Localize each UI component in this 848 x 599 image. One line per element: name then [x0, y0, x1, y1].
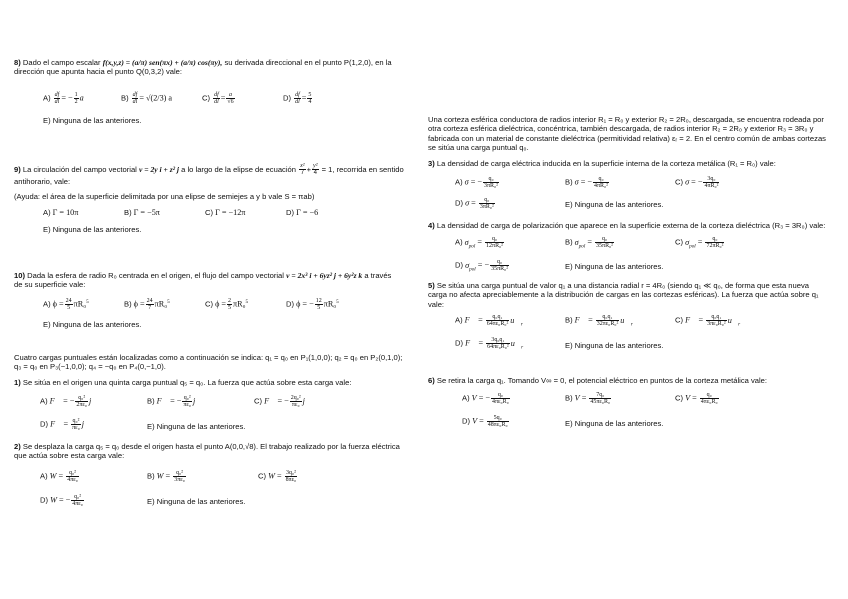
q5-option-d[interactable]: D) F⃗ = $\frac{\text{3q₀q₁}}{\text{64πε₀R₀²}}$ $u⃗_r$	[455, 337, 524, 351]
q8-option-c[interactable]: C) $\frac{df}{dl}$ = $\frac{a}{√6}$	[202, 92, 234, 106]
q10-option-e[interactable]: E) Ninguna de las anteriores.	[43, 320, 142, 329]
q5-option-b[interactable]: B) F⃗ = $\frac{\text{q₀q₁}}{\text{32πε₀R₀²}}$ $u⃗_r$	[565, 314, 633, 328]
question-2: 2) Se desplaza la carga q₅ = q₀ desde el origen hasta el punto A(0,0,√8). El trabajo realizado por la fuerza eléctrica que actúa sobre esta carga vale:	[14, 442, 400, 461]
question-8	[14, 58, 416, 77]
question-10	[14, 271, 416, 290]
q9-option-c[interactable]: C) Γ = −12π	[205, 208, 246, 217]
q10-option-c[interactable]: C) ϕ = $\frac{2}{5}$ πR₀$^5$	[205, 298, 249, 312]
question-9-statement: 9) La circulación del campo vectorial v = 2y i + z² j a lo largo de la elipse de ecuación $\frac{\text{x²}}{7}$ + $\frac{\text{y²}}{4}$ = 1, recorrida en sentido antihorario, vale:	[14, 163, 404, 186]
question-9	[14, 163, 416, 202]
q9-option-e[interactable]: E) Ninguna de las anteriores.	[43, 225, 142, 234]
q9-option-b[interactable]: B) Γ = −5π	[124, 208, 160, 217]
q6-option-e[interactable]: E) Ninguna de las anteriores.	[565, 419, 664, 428]
q3-option-a[interactable]: A) σ = − $\frac{\text{q₀}}{\text{3πR₀²}}$	[455, 176, 498, 190]
q5-option-a[interactable]: A) F⃗ = $\frac{\text{q₀q₁}}{\text{64πε₀R₀²}}$ $u⃗_r$	[455, 314, 523, 328]
q1-option-d[interactable]: D) F⃗ = $\frac{\text{q₀²}}{\text{πε₀}}$ j	[40, 418, 85, 432]
question-1: 1) Se sitúa en el origen una quinta carga puntual q₅ = q₀. La fuerza que actúa sobre esta carga vale:	[14, 378, 352, 387]
q10-option-b[interactable]: B) ϕ = $\frac{24}{7}$ πR₀$^5$	[124, 298, 170, 312]
q2-option-d[interactable]: D) W = − $\frac{\text{q₀²}}{\text{4πε₀}}$	[40, 494, 83, 508]
question-3: 3) La densidad de carga eléctrica inducida en la superficie interna de la corteza metálica (R₁ = R₀) vale:	[428, 159, 776, 168]
q9-hint: (Ayuda: el área de la superficie delimitada por una elipse de semiejes a y b vale S = πab)	[14, 192, 315, 202]
q2-option-a[interactable]: A) W = $\frac{\text{q₀²}}{\text{4πε₀}}$	[40, 470, 78, 484]
q5-option-c[interactable]: C) F⃗ = $\frac{\text{q₀q₁}}{\text{3πε₀R₀²}}$ $u⃗_r$	[675, 314, 741, 328]
q1-option-c[interactable]: C) F⃗ = − $\frac{\text{2q₀²}}{\text{πε₀}}$ j	[254, 395, 305, 409]
q10-option-d[interactable]: D) ϕ = − $\frac{12}{5}$ πR₀$^5$	[286, 298, 339, 312]
q2-option-b[interactable]: B) W = $\frac{\text{q₀²}}{\text{3πε₀}}$	[147, 470, 185, 484]
q3-option-c[interactable]: C) σ = − $\frac{\text{3q₀}}{\text{4πR₀²}}$	[675, 176, 719, 190]
q1-option-e[interactable]: E) Ninguna de las anteriores.	[147, 422, 246, 431]
q4-option-a[interactable]: A) $\sigma_{pol}$ = $\frac{\text{q₀}}{\text{12πR₀²}}$	[455, 236, 503, 250]
q8-option-b[interactable]: B) $\frac{df}{dl}$ = √(2/3) a	[121, 92, 173, 106]
q4-option-c[interactable]: C) $\sigma_{pol}$ = $\frac{\text{q₀}}{\text{72πR₀²}}$	[675, 236, 724, 250]
q8-option-e[interactable]: E) Ninguna de las anteriores.	[43, 116, 142, 125]
question-6: 6) Se retira la carga q₁. Tomando V∞ = 0, el potencial eléctrico en puntos de la corteza metálica vale:	[428, 376, 768, 385]
q6-option-a[interactable]: A) V = − $\frac{\text{q₀}}{\text{4πε₀R₀}}$	[462, 392, 509, 406]
q4-option-b[interactable]: B) $\sigma_{pol}$ = $\frac{\text{q₀}}{\text{35πR₀²}}$	[565, 236, 613, 250]
q2-option-e[interactable]: E) Ninguna de las anteriores.	[147, 497, 246, 506]
q6-option-b[interactable]: B) V = $\frac{\text{7q₀}}{\text{45πε₀R₀}}$	[565, 392, 611, 406]
question-4: 4) La densidad de carga de polarización que aparece en la superficie externa de la corteza dieléctrica (R₃ = 3R₀) vale:	[428, 221, 826, 230]
q5-option-e[interactable]: E) Ninguna de las anteriores.	[565, 341, 664, 350]
q4-option-d[interactable]: D) $\sigma_{pol}$ = − $\frac{\text{q₀}}{\text{35πR₀²}}$	[455, 259, 509, 273]
q8-option-d[interactable]: D) $\frac{df}{dl}$ = $\frac{5}{4}$	[283, 92, 312, 106]
question-5: 5) Se sitúa una carga puntual de valor q₁ a una distancia radial r = 4R₀ (siendo q₁ ≪ q₀, de forma que esta nueva carga no afecta apreciablemente a la distribución de cargas en las cortezas esféricas). La fuerza que actúa sobre q₁ vale:	[428, 281, 819, 309]
q3-option-d[interactable]: D) σ = $\frac{\text{q₀}}{\text{3πR₀²}}$	[455, 197, 494, 211]
q3-option-b[interactable]: B) σ = − $\frac{\text{q₀}}{\text{4πR₀²}}$	[565, 176, 608, 190]
q8-option-a[interactable]: A) $\frac{df}{dl}$ = − $\frac{1}{2}$ a	[43, 92, 84, 106]
q9-option-d[interactable]: D) Γ = −6	[286, 208, 319, 217]
q10-option-a[interactable]: A) ϕ = $\frac{24}{5}$ πR₀$^5$	[43, 298, 89, 312]
q4-option-e[interactable]: E) Ninguna de las anteriores.	[565, 262, 664, 271]
question-10-statement: 10) Dada la esfera de radio R₀ centrada en el origen, el flujo del campo vectorial v = 2x³ i + 6yz² j + 6y²z k a través de su superficie vale:	[14, 271, 392, 290]
shells-intro: Una corteza esférica conductora de radios interior R₁ = R₀ y exterior R₂ = 2R₀, descargada, se encuentra rodeada por otra corteza esférica dieléctrica, concéntrica, también descargada, de radios interior R₂ = 2R₀ y exterior R₃ = 3R₀ y fabricada con un material de constante dieléctrica (permitividad relativa) εᵣ = 2. En el centro común de ambas cortezas se sitúa una carga puntual q₀.	[428, 115, 826, 153]
q9-option-a[interactable]: A) Γ = 10π	[43, 208, 79, 217]
q2-option-c[interactable]: C) W = $\frac{\text{3q₀²}}{\text{8πε₀}}$	[258, 470, 297, 484]
q1-option-a[interactable]: A) F⃗ = − $\frac{\text{q₀²}}{\text{2πε₀}}$ j	[40, 395, 92, 409]
q6-option-c[interactable]: C) V = $\frac{\text{q₀}}{\text{4πε₀R₀}}$	[675, 392, 718, 406]
q1-option-b[interactable]: B) F⃗ = − $\frac{\text{q₀²}}{\text{πε₀}}$ j	[147, 395, 196, 409]
q3-option-e[interactable]: E) Ninguna de las anteriores.	[565, 200, 664, 209]
q6-option-d[interactable]: D) V = $\frac{\text{5q₀}}{\text{48πε₀R₀}}$	[462, 415, 508, 429]
question-8-statement: 8) Dado el campo escalar f(x,y,z) = (a/π) sen(πx) + (a/π) cos(πy), su derivada direccional en el punto P(1,2,0), en la dirección que apunta hacia el punto Q(0,3,2) vale:	[14, 58, 392, 77]
charges-intro: Cuatro cargas puntuales están localizadas como a continuación se indica: q₁ = q₀ en P₁(1,0,0); q₂ = q₀ en P₂(0,1,0); q₃ = q₀ en P₃(−1,0,0); q₄ = −q₀ en P₄(0,−1,0).	[14, 353, 403, 372]
